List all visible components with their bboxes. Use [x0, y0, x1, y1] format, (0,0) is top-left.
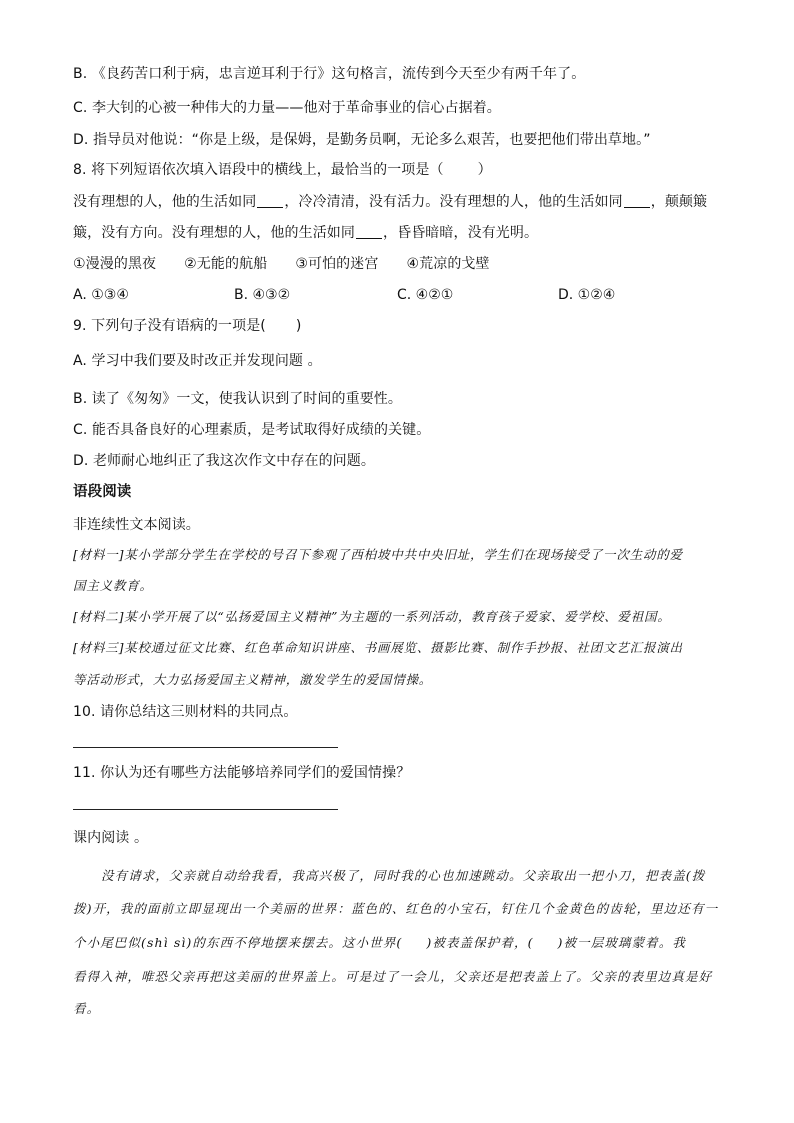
reading-text: )被表盖保护着，( — [426, 935, 534, 950]
material-3-line-1: [材料三]某校通过征文比赛、红色革命知识讲座、书画展览、摄影比赛、制作手抄报、社团文艺汇报演出 — [73, 640, 683, 655]
q8-option-c: C. ④②① — [397, 287, 454, 303]
reading-line-1: 没有请求，父亲就自动给我看，我高兴极了，同时我的心也加速跳动。父亲取出一把小刀，把表盖(拨 — [101, 868, 706, 883]
q9-stem — [73, 315, 301, 337]
reading-text: )被一层玻璃蒙着。我 — [557, 935, 686, 950]
q9-option-c: C. 能否具备良好的心理素质，是考试取得好成绩的关键。 — [73, 422, 431, 438]
q9-stem-close: ) — [295, 318, 302, 334]
q9-stem-text: 9. 下列句子没有语病的一项是( — [73, 318, 266, 334]
reading-line-3 — [73, 932, 686, 954]
material-3-line-2: 等活动形式，大力弘扬爱国主义精神，激发学生的爱国情操。 — [73, 672, 433, 687]
reading-line-5: 看。 — [73, 1001, 101, 1016]
material-2: [材料二]某小学开展了以“弘扬爱国主义精神”为主题的一系列活动，教育孩子爱家、爱学校、爱祖国。 — [73, 609, 671, 624]
q10-stem: 10. 请你总结这三则材料的共同点。 — [73, 704, 298, 720]
q8-phrases — [73, 253, 490, 275]
reading-text: 个小尾巴似(shì sì)的东西不停地摆来摆去。这小世界( — [73, 935, 403, 950]
q8-passage-line-2 — [73, 222, 538, 244]
q7-option-c: C. 李大钊的心被一种伟大的力量——他对于革命事业的信心占据着。 — [73, 100, 501, 116]
q11-answer-line[interactable] — [73, 809, 338, 810]
q8-passage-text: ，昏昏暗暗，没有光明。 — [383, 225, 539, 241]
fill-blank — [624, 193, 650, 208]
q9-option-a: A. 学习中我们要及时改正并发现问题 。 — [73, 353, 322, 369]
q8-option-a: A. ①③④ — [73, 287, 129, 303]
q11-stem: 11. 你认为还有哪些方法能够培养同学们的爱国情操？ — [73, 765, 411, 781]
q8-passage-line-1 — [73, 191, 707, 213]
q8-stem — [73, 159, 492, 181]
section-heading: 语段阅读 — [73, 484, 132, 500]
fill-blank — [257, 193, 283, 208]
q9-option-b: B. 读了《匆匆》一文，使我认识到了时间的重要性。 — [73, 391, 403, 407]
q9-option-d: D. 老师耐心地纠正了我这次作文中存在的问题。 — [73, 453, 375, 469]
q8-phrase: ②无能的航船 — [184, 256, 268, 272]
q8-option-d: D. ①②④ — [558, 287, 616, 303]
reading-label: 课内阅读 。 — [73, 830, 149, 846]
q8-stem-close: ） — [477, 162, 492, 178]
q8-passage-text: 簸，没有方向。没有理想的人，他的生活如同 — [73, 225, 355, 241]
q7-option-d: D. 指导员对他说：“你是上级，是保姆，是勤务员啊，无论多么艰苦，也要把他们带出草地。” — [73, 132, 651, 148]
reading-line-2: 拨)开，我的面前立即显现出一个美丽的世界：蓝色的、红色的小宝石，钉住几个金黄色的齿轮，里边还有一 — [73, 901, 719, 916]
q8-phrase: ①漫漫的黑夜 — [73, 256, 157, 272]
reading-line-4: 看得入神，唯恐父亲再把这美丽的世界盖上。可是过了一会儿，父亲还是把表盖上了。父亲的表里边真是好 — [73, 969, 713, 984]
q8-phrase: ③可怕的迷宫 — [295, 256, 379, 272]
q8-option-b: B. ④③② — [234, 287, 291, 303]
q8-passage-text: ，颠颠簸 — [650, 194, 708, 210]
section-subheading: 非连续性文本阅读。 — [73, 517, 200, 533]
q8-stem-text: 8. 将下列短语依次填入语段中的横线上，最恰当的一项是（ — [73, 162, 444, 178]
q10-answer-line[interactable] — [73, 747, 338, 748]
q8-passage-text: ，冷冷清清，没有活力。没有理想的人，他的生活如同 — [284, 194, 623, 210]
material-1-line-2: 国主义教育。 — [73, 578, 153, 593]
material-1-line-1: [材料一]某小学部分学生在学校的号召下参观了西柏坡中共中央旧址，学生们在现场接受了一次生动的爱 — [73, 547, 683, 562]
q8-passage-text: 没有理想的人，他的生活如同 — [73, 194, 257, 210]
q8-phrase: ④荒凉的戈壁 — [406, 256, 490, 272]
q7-option-b: B. 《良药苦口利于病，忠言逆耳利于行》这句格言，流传到今天至少有两千年了。 — [73, 66, 586, 82]
fill-blank — [356, 224, 382, 239]
